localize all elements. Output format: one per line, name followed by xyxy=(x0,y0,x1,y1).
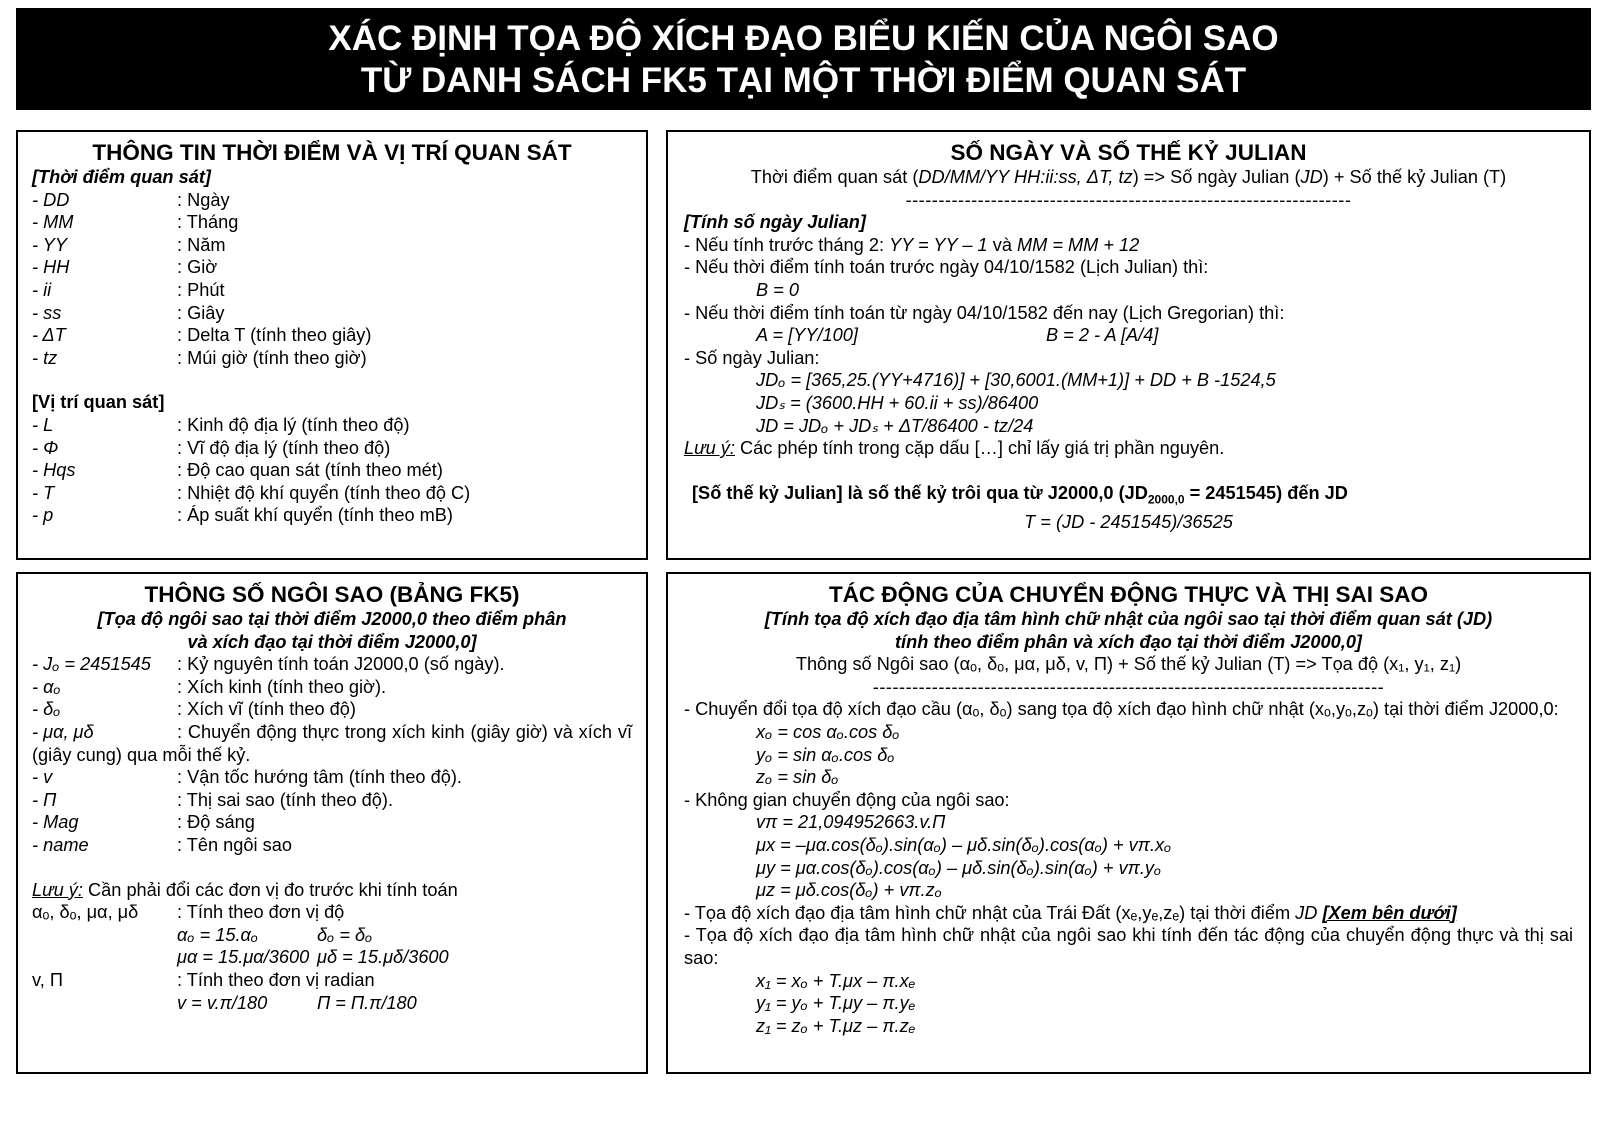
formula: xₒ = cos αₒ.cos δₒ xyxy=(756,721,900,742)
formula: yₒ = sin αₒ.cos δₒ xyxy=(756,744,895,765)
note-label: Lưu ý: xyxy=(684,438,735,459)
title-line-1: XÁC ĐỊNH TỌA ĐỘ XÍCH ĐẠO BIỂU KIẾN CỦA NGÔI SAO xyxy=(328,19,1279,58)
param-key: - δₒ xyxy=(32,699,61,720)
param-row xyxy=(32,721,632,766)
param-row xyxy=(32,653,632,676)
panel-star-params xyxy=(16,572,648,1074)
param-row xyxy=(32,482,632,505)
intro-part: Thời điểm quan sát ( xyxy=(750,167,919,187)
subheading: [Tính tọa độ xích đạo địa tâm hình chữ nhật của ngôi sao tại thời điểm quan sát (JD) xyxy=(764,609,1493,629)
section-label: [Vị trí quan sát] xyxy=(32,392,165,413)
formula-pair xyxy=(32,992,632,1015)
note-label: Lưu ý: xyxy=(32,879,83,900)
panel-julian xyxy=(666,130,1591,560)
unit-row xyxy=(32,969,632,992)
param-value: : Kỷ nguyên tính toán J2000,0 (số ngày). xyxy=(177,654,505,675)
panel-observation-info xyxy=(16,130,648,560)
formula: JDₒ = [365,25.(YY+4716)] + [30,6001.(MM+1)] + DD + B -1524,5 xyxy=(756,370,1276,391)
param-key: - HH xyxy=(32,257,70,278)
intro-part: ) + Số thế kỷ Julian (T) xyxy=(1322,167,1507,187)
param-key: - name xyxy=(32,834,89,855)
formula: μδ = 15.μδ/3600 xyxy=(317,947,449,968)
param-value: : Thị sai sao (tính theo độ). xyxy=(177,789,394,810)
formula: JD = JDₒ + JDₛ + ΔT/86400 - tz/24 xyxy=(756,415,1034,436)
panel-heading: TÁC ĐỘNG CỦA CHUYỂN ĐỘNG THỰC VÀ THỊ SAI SAO xyxy=(828,582,1429,607)
param-row xyxy=(32,324,632,347)
param-row xyxy=(32,414,632,437)
note-text: Các phép tính trong cặp dấu […] chỉ lấy giá trị phần nguyên. xyxy=(734,438,1225,459)
param-row xyxy=(32,211,632,234)
divider: ------------------------------------------------------------------------------ xyxy=(872,676,1385,697)
subheading: và xích đạo tại thời điểm J2000,0] xyxy=(187,631,477,652)
section-label: [Tính số ngày Julian] xyxy=(684,212,866,233)
text-part: JD xyxy=(1295,902,1323,923)
intro-line: Thông số Ngôi sao (αₒ, δₒ, μα, μδ, v, Π) + Số thế kỷ Julian (T) => Tọa độ (x₁, y₁, z₁) xyxy=(795,654,1462,675)
text-part: [Số thế kỷ Julian] là số thế kỷ trôi qua từ J2000,0 (JD xyxy=(692,482,1148,503)
formula: JDₛ = (3600.HH + 60.ii + ss)/86400 xyxy=(756,392,1039,413)
param-value: : Xích vĩ (tính theo độ) xyxy=(177,699,356,720)
text-part: - Tọa độ xích đạo địa tâm hình chữ nhật của Trái Đất (xₑ,yₑ,zₑ) tại thời điểm xyxy=(684,902,1296,923)
intro-part: DD/MM/YY HH:ii:ss, ΔT, tz xyxy=(918,167,1133,187)
param-value: : Độ cao quan sát (tính theo mét) xyxy=(177,460,443,481)
param-row xyxy=(32,256,632,279)
text-part: - Nếu tính trước tháng 2: xyxy=(684,234,890,255)
param-key: - v xyxy=(32,767,53,788)
text-line: - Nếu thời điểm tính toán từ ngày 04/10/1582 đến nay (Lịch Gregorian) thì: xyxy=(684,302,1285,323)
title-line-2: TỪ DANH SÁCH FK5 TẠI MỘT THỜI ĐIỂM QUAN SÁT xyxy=(360,61,1247,100)
param-value: : Vận tốc hướng tâm (tính theo độ). xyxy=(177,767,462,788)
note xyxy=(32,879,632,902)
formula-pair xyxy=(32,946,632,969)
param-key: - ii xyxy=(32,279,52,300)
note xyxy=(684,437,1573,460)
param-value: : Giây xyxy=(177,302,225,323)
param-value: : Chuyển động thực trong xích kinh (giây giờ) và xích vĩ (giây cung) qua mỗi thế kỷ. xyxy=(32,721,632,765)
formula: y₁ = yₒ + T.μy – π.yₑ xyxy=(756,993,916,1014)
param-value: : Vĩ độ địa lý (tính theo độ) xyxy=(177,437,391,458)
subheading: tính theo điểm phân và xích đạo tại thời điểm J2000,0] xyxy=(894,631,1362,652)
text-part: = 2451545) đến JD xyxy=(1184,482,1348,503)
text-line xyxy=(684,234,1573,257)
param-key: - μα, μδ xyxy=(32,721,94,742)
param-row xyxy=(32,504,632,527)
param-row xyxy=(32,437,632,460)
formula: B = 0 xyxy=(756,279,799,300)
param-row xyxy=(32,347,632,370)
unit-row xyxy=(32,901,632,924)
param-row xyxy=(32,302,632,325)
text-line: - Tọa độ xích đạo địa tâm hình chữ nhật của ngôi sao khi tính đến tác động của chuyển động thực và thị sai sao: xyxy=(684,925,1573,968)
formula: μz = μδ.cos(δₒ) + vπ.zₒ xyxy=(756,880,942,901)
param-row xyxy=(32,766,632,789)
formula: B = 2 - A [A/4] xyxy=(1046,325,1159,346)
formula: Π = Π.π/180 xyxy=(317,992,417,1013)
panel-proper-motion xyxy=(666,572,1591,1074)
param-value: : Kinh độ địa lý (tính theo độ) xyxy=(177,414,410,435)
param-value: : Giờ xyxy=(177,257,218,278)
param-key: - p xyxy=(32,505,54,526)
subheading: [Tọa độ ngôi sao tại thời điểm J2000,0 theo điểm phân xyxy=(97,609,567,629)
note-text: Cần phải đổi các đơn vị đo trước khi tính toán xyxy=(82,879,458,900)
param-key: - ΔT xyxy=(32,325,66,346)
param-key: - Π xyxy=(32,789,57,810)
text-line: - Chuyển đổi tọa độ xích đạo cầu (αₒ, δₒ) sang tọa độ xích đạo hình chữ nhật (xₒ,yₒ,zₒ) tại thời điểm J2000,0: xyxy=(684,699,1559,720)
param-key: - T xyxy=(32,482,55,503)
time-rows xyxy=(32,189,632,370)
param-key: - L xyxy=(32,414,54,435)
param-value: : Xích kinh (tính theo giờ). xyxy=(177,676,387,697)
text-part: và xyxy=(987,234,1017,255)
param-value: : Tên ngôi sao xyxy=(177,834,292,855)
formula: A = [YY/100] xyxy=(756,325,858,346)
text-line: - Không gian chuyển động của ngôi sao: xyxy=(684,789,1010,810)
intro-part: ) => Số ngày Julian ( xyxy=(1132,167,1301,187)
param-key: - Hqs xyxy=(32,460,76,481)
param-row xyxy=(32,234,632,257)
formula: T = (JD - 2451545)/36525 xyxy=(1024,511,1233,532)
param-value: : Tháng xyxy=(177,212,239,233)
param-key: - Jₒ = 2451545 xyxy=(32,654,151,675)
unit-key: αₒ, δₒ, μα, μδ xyxy=(32,902,139,923)
text-part: 2000,0 xyxy=(1147,492,1185,507)
param-row xyxy=(32,189,632,212)
param-key: - MM xyxy=(32,212,74,233)
formula-pair xyxy=(684,324,1573,347)
panel-heading: SỐ NGÀY VÀ SỐ THẾ KỶ JULIAN xyxy=(950,140,1307,165)
text-part: YY = YY – 1 xyxy=(889,234,988,255)
param-key: - ss xyxy=(32,302,62,323)
unit-value: : Tính theo đơn vị radian xyxy=(177,969,375,990)
param-row xyxy=(32,811,632,834)
panel-heading: THÔNG SỐ NGÔI SAO (BẢNG FK5) xyxy=(144,582,520,607)
param-key: - Mag xyxy=(32,812,79,833)
text-line xyxy=(684,902,1573,925)
param-key: - Φ xyxy=(32,437,59,458)
param-key: - DD xyxy=(32,189,70,210)
unit-value: : Tính theo đơn vị độ xyxy=(177,902,345,923)
location-rows xyxy=(32,414,632,527)
param-key: - αₒ xyxy=(32,676,61,697)
param-value: : Phút xyxy=(177,279,225,300)
param-value: : Áp suất khí quyển (tính theo mB) xyxy=(177,505,453,526)
intro-part: JD xyxy=(1300,167,1323,187)
formula: μα = 15.μα/3600 xyxy=(177,947,310,968)
formula: μy = μα.cos(δₒ).cos(αₒ) – μδ.sin(δₒ).sin(αₒ) + vπ.yₒ xyxy=(756,857,1162,878)
formula: μx = –μα.cos(δₒ).sin(αₒ) – μδ.sin(δₒ).cos(αₒ) + vπ.xₒ xyxy=(756,834,1172,855)
text-part: MM = MM + 12 xyxy=(1017,234,1140,255)
formula-pair xyxy=(32,924,632,947)
formula: vπ = 21,094952663.v.Π xyxy=(756,812,946,833)
param-value: : Delta T (tính theo giây) xyxy=(177,325,372,346)
param-key: - tz xyxy=(32,347,58,368)
param-row xyxy=(32,459,632,482)
see-below-link[interactable]: [Xem bên dưới] xyxy=(1322,902,1457,923)
param-row xyxy=(32,676,632,699)
title-bar xyxy=(16,8,1591,110)
param-row xyxy=(32,789,632,812)
formula: x₁ = xₒ + T.μx – π.xₑ xyxy=(756,970,916,991)
intro-line xyxy=(684,166,1573,189)
param-value: : Ngày xyxy=(177,189,230,210)
param-value: : Múi giờ (tính theo giờ) xyxy=(177,347,367,368)
param-row xyxy=(32,279,632,302)
formula: zₒ = sin δₒ xyxy=(756,767,839,788)
param-key: - YY xyxy=(32,234,68,255)
param-value: : Độ sáng xyxy=(177,812,255,833)
param-row xyxy=(32,698,632,721)
divider: -------------------------------------------------------------------- xyxy=(905,189,1352,210)
panel-heading: THÔNG TIN THỜI ĐIỂM VÀ VỊ TRÍ QUAN SÁT xyxy=(92,140,572,165)
text-line: - Số ngày Julian: xyxy=(684,347,820,368)
section-label xyxy=(684,482,1573,511)
param-row xyxy=(32,834,632,857)
formula: z₁ = zₒ + T.μz – π.zₑ xyxy=(756,1015,916,1036)
formula: δₒ = δₒ xyxy=(317,924,373,945)
param-value: : Nhiệt độ khí quyển (tính theo độ C) xyxy=(177,482,471,503)
formula: v = v.π/180 xyxy=(177,992,268,1013)
unit-key: v, Π xyxy=(32,969,63,990)
section-label: [Thời điểm quan sát] xyxy=(32,167,211,187)
formula: αₒ = 15.αₒ xyxy=(177,924,259,945)
param-value: : Năm xyxy=(177,234,226,255)
text-line: - Nếu thời điểm tính toán trước ngày 04/10/1582 (Lịch Julian) thì: xyxy=(684,257,1209,278)
